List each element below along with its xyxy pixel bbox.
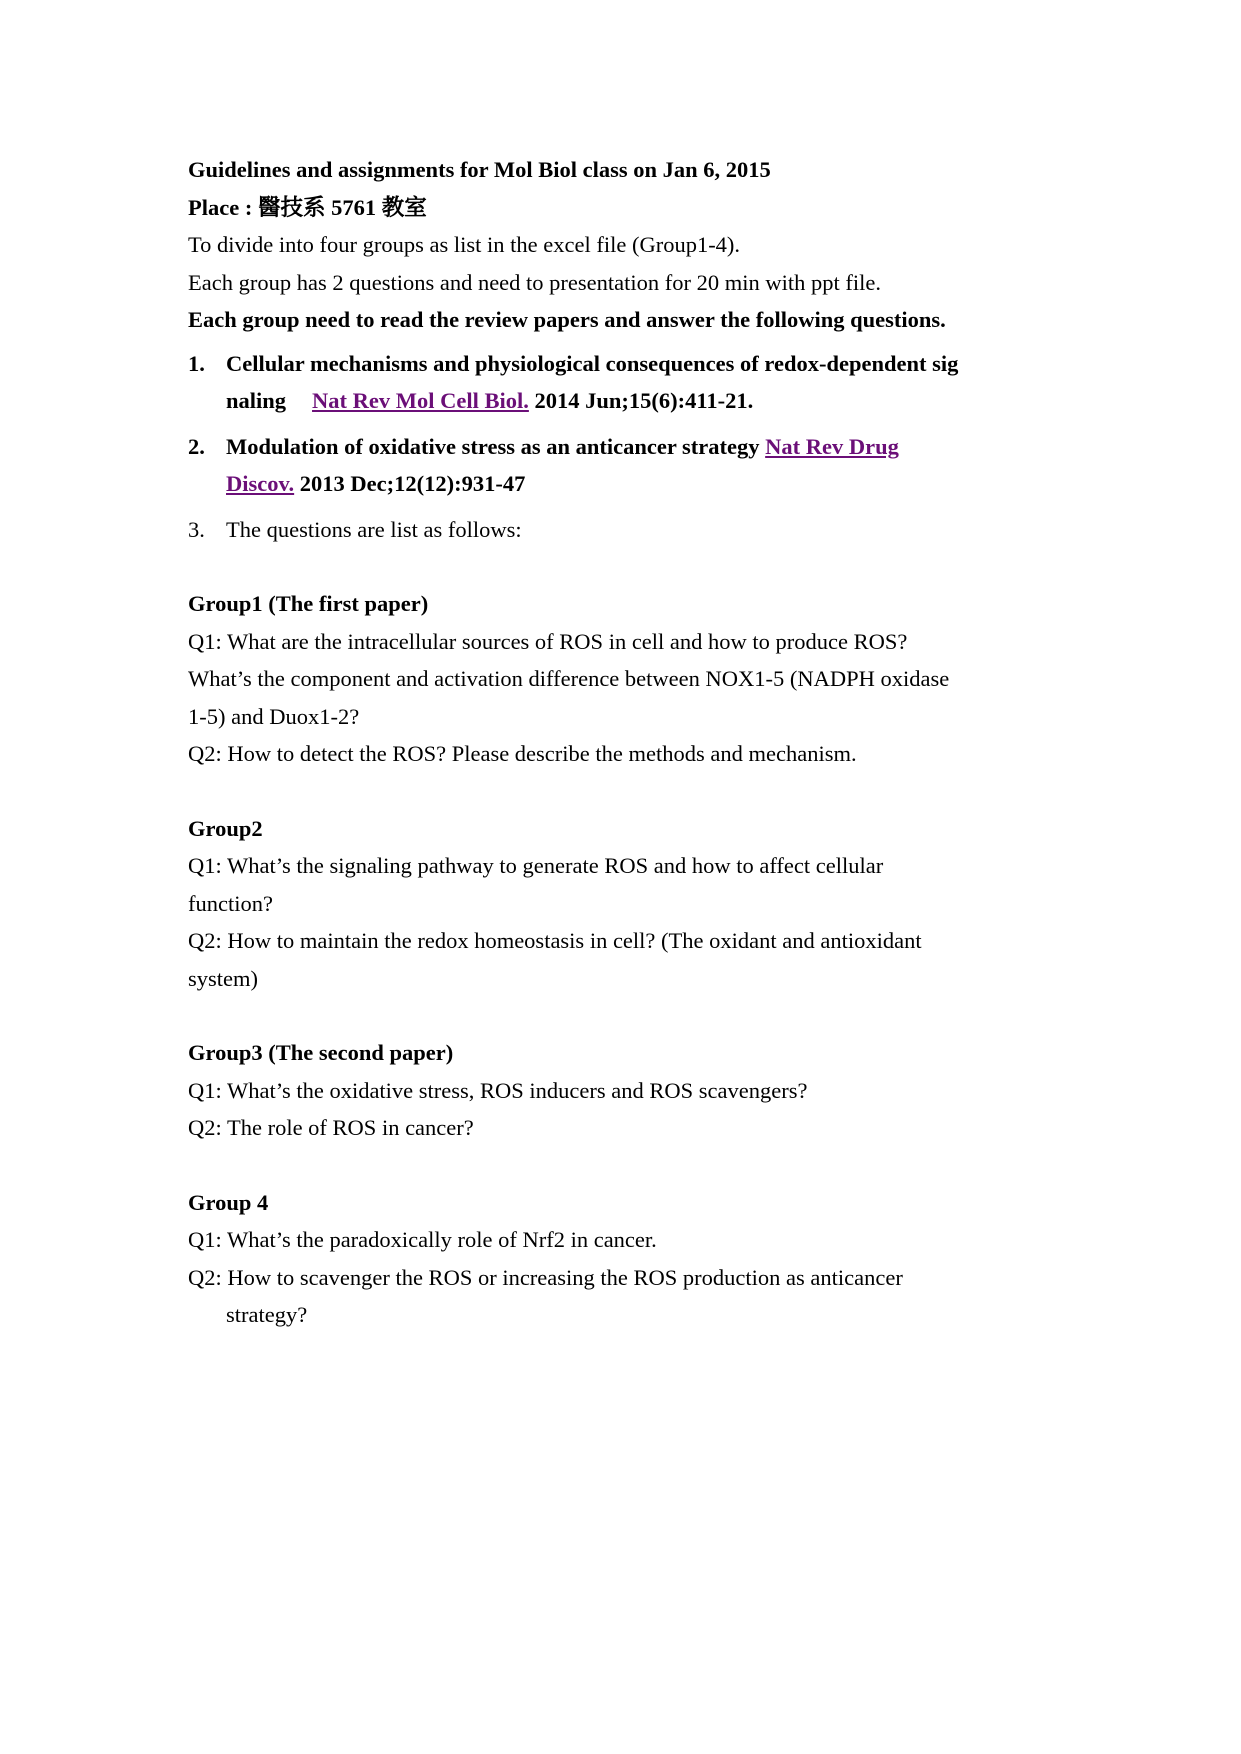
paper-title-continued: naling	[226, 388, 287, 413]
document-body	[188, 151, 1068, 1334]
intro-presentation: Each group has 2 questions and need to presentation for 20 min with ppt file.	[188, 269, 881, 295]
paper-journal-link[interactable]: Nat Rev Drug	[765, 433, 899, 459]
group-question-line: function?	[188, 890, 273, 916]
paper-number: 1.	[188, 350, 205, 376]
group-heading: Group1 (The first paper)	[188, 591, 429, 616]
group-question-line: system)	[188, 965, 258, 991]
paper-number: 2.	[188, 433, 205, 459]
group-question-line: strategy?	[226, 1302, 308, 1327]
paper-citation: 2013 Dec;12(12):931-47	[294, 471, 526, 496]
group-question-line: Q2: The role of ROS in cancer?	[188, 1115, 474, 1140]
group-2-section	[188, 810, 1068, 998]
group-question-line: Q2: How to maintain the redox homeostasis in cell? (The oxidant and antioxidant	[188, 928, 922, 953]
group-question-line: Q2: How to scavenger the ROS or increasing the ROS production as anticancer	[188, 1264, 903, 1290]
list-text: The questions are list as follows:	[226, 516, 522, 542]
group-question-line: Q1: What’s the oxidative stress, ROS inducers and ROS scavengers?	[188, 1077, 808, 1103]
group-3-section	[188, 1034, 1068, 1147]
paper-item-1	[188, 345, 1068, 420]
paper-title: Modulation of oxidative stress as an anticancer strategy	[226, 433, 766, 459]
intro-groups: To divide into four groups as list in the excel file (Group1-4).	[188, 232, 741, 257]
list-number: 3.	[188, 516, 205, 542]
group-question-line: Q1: What are the intracellular sources of ROS in cell and how to produce ROS?	[188, 628, 908, 654]
group-question-line: Q1: What’s the signaling pathway to generate ROS and how to affect cellular	[188, 853, 884, 878]
group-1-section	[188, 585, 1068, 773]
paper-journal-link-continued[interactable]: Discov.	[226, 471, 295, 496]
group-heading: Group3 (The second paper)	[188, 1040, 454, 1065]
group-4-section	[188, 1184, 1068, 1334]
intro-instructions: Each group need to read the review papers and answer the following questions.	[188, 307, 946, 332]
paper-citation: 2014 Jun;15(6):411-21.	[528, 388, 754, 413]
list-item-3	[188, 511, 1068, 549]
paper-journal-link[interactable]: Nat Rev Mol Cell Biol.	[312, 388, 529, 413]
group-question-line: Q2: How to detect the ROS? Please describe the methods and mechanism.	[188, 741, 857, 766]
group-question-line: 1-5) and Duox1-2?	[188, 703, 360, 729]
paper-title: Cellular mechanisms and physiological consequences of redox-dependent sig	[226, 350, 959, 376]
paper-item-2	[188, 428, 1068, 503]
document-title: Guidelines and assignments for Mol Biol class on Jan 6, 2015	[188, 157, 771, 182]
group-question-line: What’s the component and activation difference between NOX1-5 (NADPH oxidase	[188, 666, 950, 691]
group-question-line: Q1: What’s the paradoxically role of Nrf2 in cancer.	[188, 1227, 657, 1252]
group-heading: Group 4	[188, 1189, 269, 1215]
group-heading: Group2	[188, 815, 263, 841]
place-line: Place : 醫技系 5761 教室	[188, 194, 427, 220]
